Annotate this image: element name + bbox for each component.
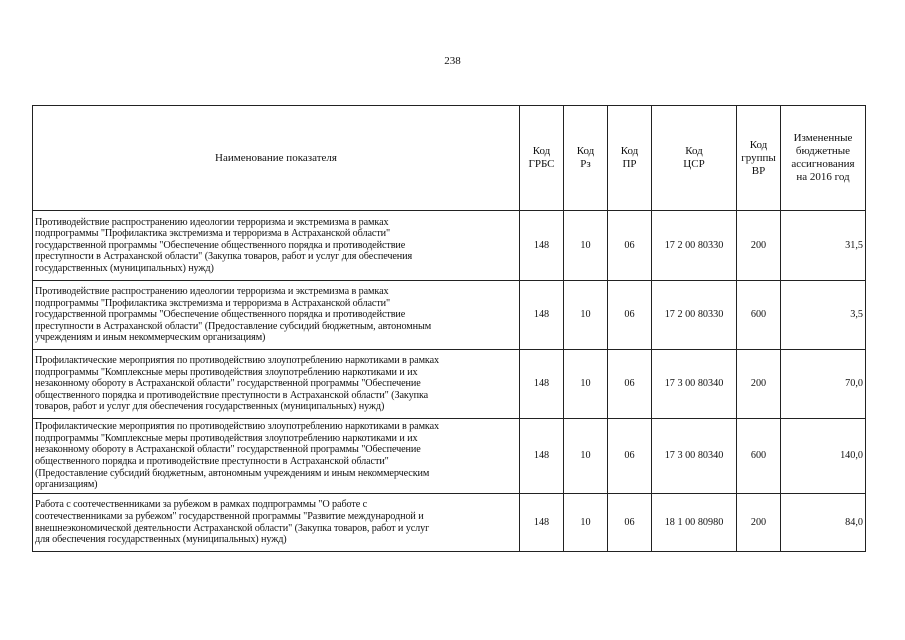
header-rz: Код Рз xyxy=(564,106,608,211)
cell-rz: 10 xyxy=(564,494,608,552)
cell-amount: 70,0 xyxy=(781,350,866,419)
table-row xyxy=(33,211,866,281)
header-pr: Код ПР xyxy=(608,106,652,211)
cell-csr: 17 2 00 80330 xyxy=(652,281,737,350)
cell-vr: 600 xyxy=(737,419,781,494)
cell-csr: 17 3 00 80340 xyxy=(652,419,737,494)
row-description: Противодействие распространению идеологии терроризма и экстремизма в рамках подпрограммы "Профилактика экстремизма и терроризма в Астраханской области" государственной программы "Обеспечение общественного порядка и противодействие преступности в Астраханской области" (Предоставление субсидий бюджетным, автономным учреждениям и иным некоммерческим организациям) xyxy=(33,281,520,350)
cell-csr: 17 3 00 80340 xyxy=(652,350,737,419)
page-number: 238 xyxy=(444,55,461,67)
cell-grbs: 148 xyxy=(520,211,564,281)
row-description: Профилактические мероприятия по противодействию злоупотреблению наркотиками в рамках подпрограммы "Комплексные меры противодействия злоупотреблению наркотиками и их незаконному обороту в Астраханской области" государственной программы "Обеспечение общественного порядка и противодействие преступности в Астраханской области" (Закупка товаров, работ и услуг для обеспечения государственных (муниципальных) нужд) xyxy=(33,350,520,419)
cell-amount: 3,5 xyxy=(781,281,866,350)
cell-rz: 10 xyxy=(564,281,608,350)
cell-pr: 06 xyxy=(608,350,652,419)
cell-vr: 600 xyxy=(737,281,781,350)
cell-csr: 17 2 00 80330 xyxy=(652,211,737,281)
cell-pr: 06 xyxy=(608,281,652,350)
cell-csr: 18 1 00 80980 xyxy=(652,494,737,552)
header-grbs: Код ГРБС xyxy=(520,106,564,211)
cell-rz: 10 xyxy=(564,350,608,419)
cell-grbs: 148 xyxy=(520,494,564,552)
header-vr: Код группы ВР xyxy=(737,106,781,211)
cell-grbs: 148 xyxy=(520,350,564,419)
cell-pr: 06 xyxy=(608,419,652,494)
cell-pr: 06 xyxy=(608,494,652,552)
cell-rz: 10 xyxy=(564,419,608,494)
cell-grbs: 148 xyxy=(520,419,564,494)
cell-vr: 200 xyxy=(737,211,781,281)
header-name: Наименование показателя xyxy=(33,106,520,211)
row-description: Работа с соотечественниками за рубежом в рамках подпрограммы "О работе с соотечественниками за рубежом" государственной программы "Развитие международной и внешнеэкономической деятельности Астраханской области" (Закупка товаров, работ и услуг для обеспечения государственных (муниципальных) нужд) xyxy=(33,494,520,552)
cell-vr: 200 xyxy=(737,494,781,552)
row-description: Профилактические мероприятия по противодействию злоупотреблению наркотиками в рамках подпрограммы "Комплексные меры противодействия злоупотреблению наркотиками и их незаконному обороту в Астраханской области" государственной программы "Обеспечение общественного порядка и противодействие преступности в Астраханской области" (Предоставление субсидий бюджетным, автономным учреждениям и иным некоммерческим организациям) xyxy=(33,419,520,494)
row-description: Противодействие распространению идеологии терроризма и экстремизма в рамках подпрограммы "Профилактика экстремизма и терроризма в Астраханской области" государственной программы "Обеспечение общественного порядка и противодействие преступности в Астраханской области" (Закупка товаров, работ и услуг для обеспечения государственных (муниципальных) нужд) xyxy=(33,211,520,281)
cell-amount: 140,0 xyxy=(781,419,866,494)
cell-amount: 84,0 xyxy=(781,494,866,552)
header-csr: Код ЦСР xyxy=(652,106,737,211)
cell-grbs: 148 xyxy=(520,281,564,350)
table-row xyxy=(33,494,866,552)
budget-table xyxy=(32,105,866,552)
cell-rz: 10 xyxy=(564,211,608,281)
cell-vr: 200 xyxy=(737,350,781,419)
table-row xyxy=(33,281,866,350)
header-amount: Измененные бюджетные ассигнования на 2016 год xyxy=(781,106,866,211)
table-row xyxy=(33,350,866,419)
cell-amount: 31,5 xyxy=(781,211,866,281)
header-row xyxy=(33,106,866,211)
table-row xyxy=(33,419,866,494)
cell-pr: 06 xyxy=(608,211,652,281)
